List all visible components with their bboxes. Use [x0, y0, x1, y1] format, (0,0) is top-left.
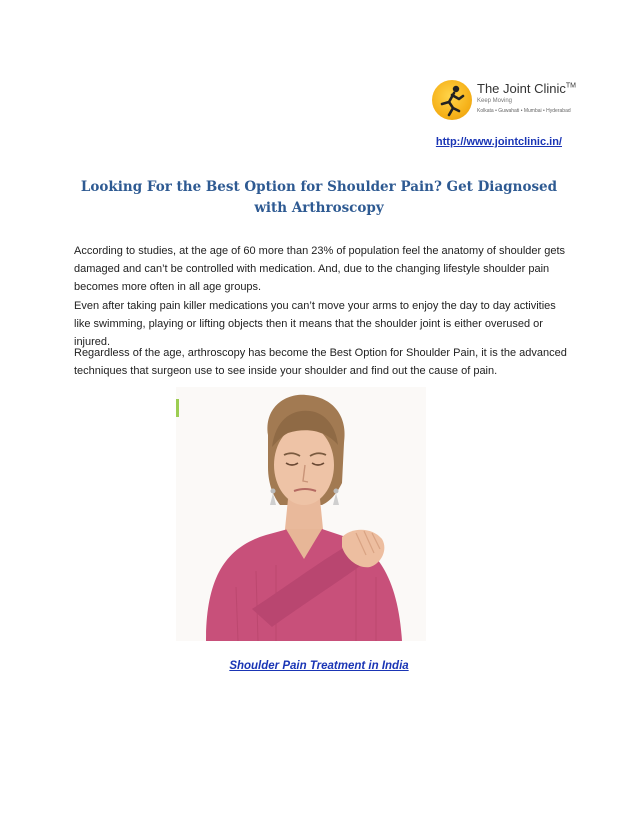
logo-name: The Joint Clinic™ — [477, 81, 576, 96]
logo-tagline: Keep Moving — [477, 98, 513, 104]
website-link[interactable]: http://www.jointclinic.in/ — [435, 136, 562, 148]
page-title: Looking For the Best Option for Shoulder Pain? Get Diagnosed with Arthroscopy — [80, 179, 558, 216]
paragraph-3: Regardless of the age, arthroscopy has become the Best Option for Shoulder Pain, it is the advanced techniques that surgeon use to see inside your shoulder and find out the cause of pain. — [74, 347, 567, 377]
logo-cities: Kolkata • Guwahati • Mumbai • Hyderabad — [477, 108, 571, 114]
image-caption-link[interactable]: Shoulder Pain Treatment in India — [229, 660, 409, 672]
clinic-logo — [432, 78, 576, 124]
shoulder-pain-photo — [176, 387, 426, 641]
paragraph-1: According to studies, at the age of 60 more than 23% of population feel the anatomy of shoulder gets damaged and can’t be controlled with medication. And, due to the changing lifestyle shoulder pain becomes more often in all age groups. — [74, 245, 566, 293]
paragraph-2: Even after taking pain killer medications you can’t move your arms to enjoy the day to day activities like swimming, playing or lifting objects then it means that the shoulder joint is either overused or injured. — [74, 300, 556, 348]
green-strip — [176, 399, 179, 417]
running-figure-icon — [432, 80, 472, 120]
